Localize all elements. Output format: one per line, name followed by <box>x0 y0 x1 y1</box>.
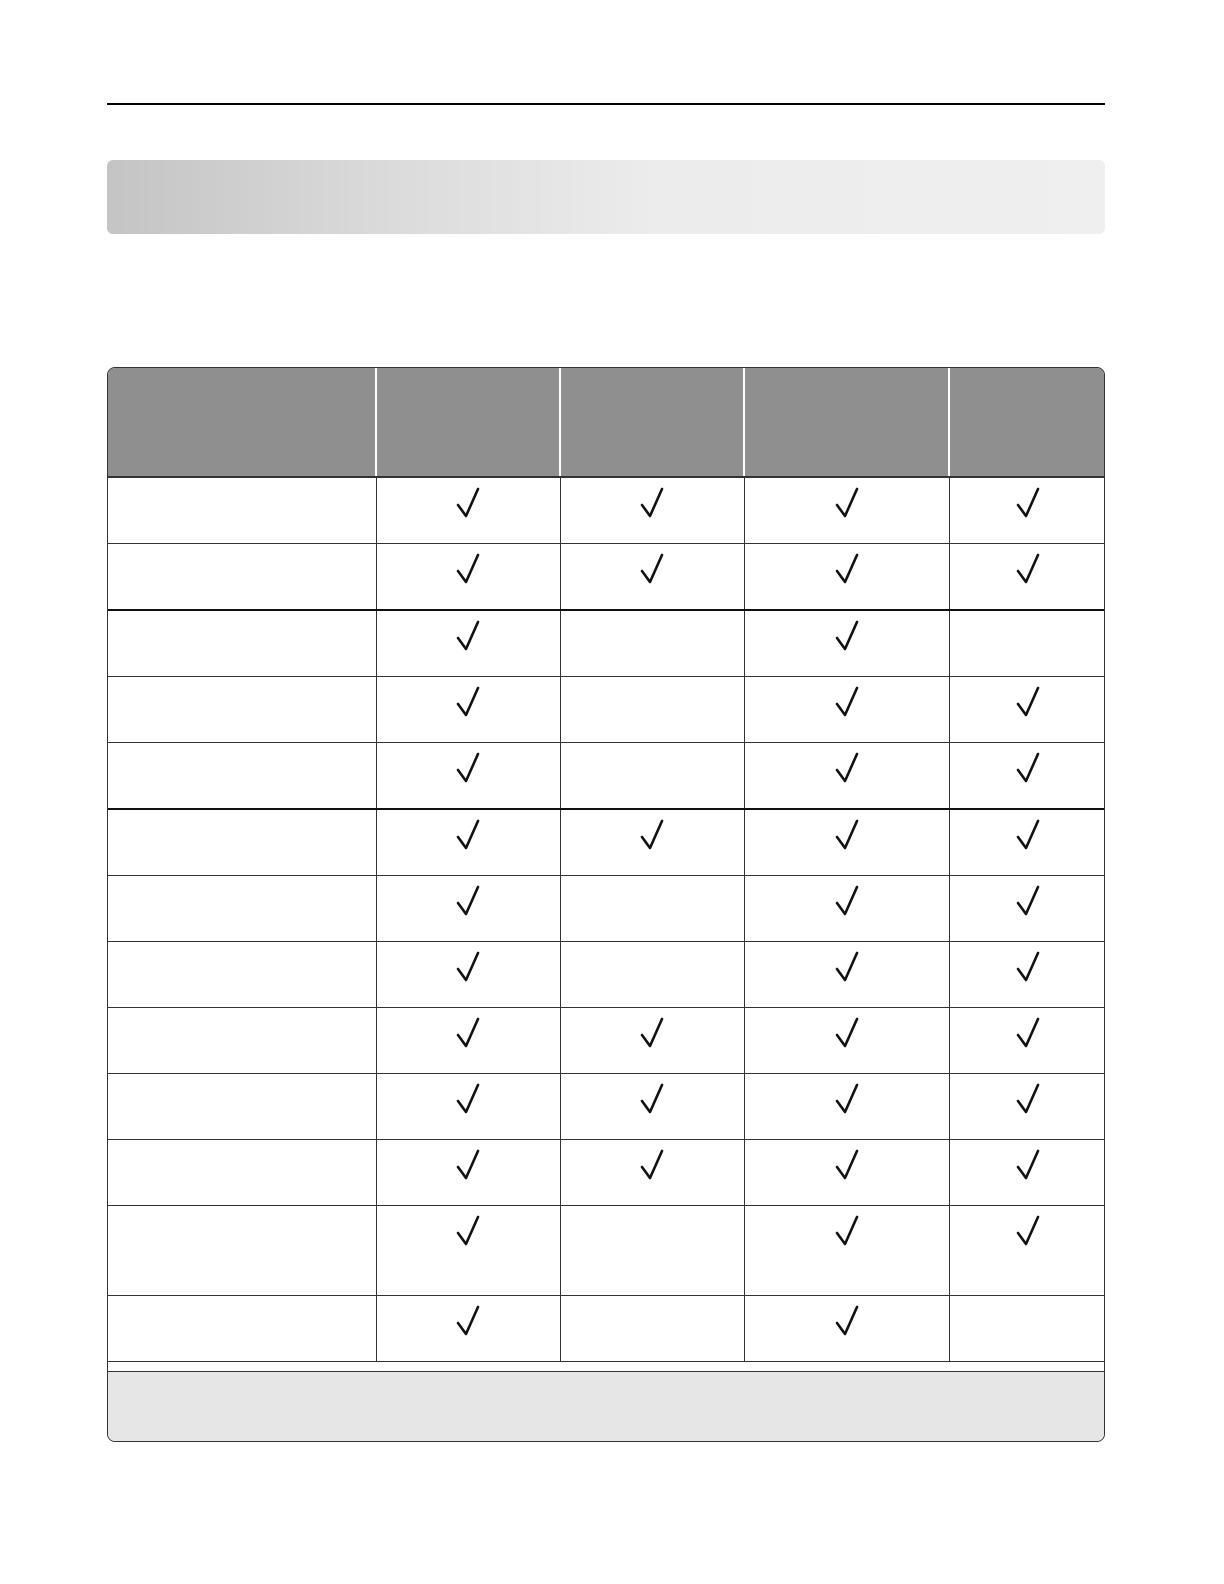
support-cell <box>744 876 949 942</box>
table-footnote <box>108 1371 1104 1441</box>
checkmark-icon <box>455 950 481 984</box>
support-table-grid <box>108 368 1105 1362</box>
row-label <box>108 610 376 677</box>
checkmark-icon <box>1015 1082 1041 1116</box>
support-cell <box>376 544 560 611</box>
support-cell <box>744 544 949 611</box>
checkmark-icon <box>639 1148 665 1182</box>
support-cell <box>744 1296 949 1362</box>
checkmark-icon <box>455 751 481 785</box>
support-cell <box>376 477 560 544</box>
checkmark-icon <box>1015 1016 1041 1050</box>
support-cell <box>744 610 949 677</box>
checkmark-icon <box>834 552 860 586</box>
support-cell <box>376 876 560 942</box>
checkmark-icon <box>1015 818 1041 852</box>
checkmark-icon <box>639 818 665 852</box>
checkmark-icon <box>1015 751 1041 785</box>
section-title-banner <box>107 160 1105 234</box>
checkmark-icon <box>455 1016 481 1050</box>
table-row <box>108 743 1105 810</box>
checkmark-icon <box>834 1304 860 1338</box>
checkmark-icon <box>455 1214 481 1248</box>
checkmark-icon <box>455 552 481 586</box>
table-header-cell <box>108 368 376 477</box>
table-row <box>108 876 1105 942</box>
row-label <box>108 876 376 942</box>
checkmark-icon <box>455 1082 481 1116</box>
table-row <box>108 477 1105 544</box>
row-label <box>108 677 376 743</box>
paper-support-table <box>107 367 1105 1442</box>
support-cell <box>376 942 560 1008</box>
support-cell <box>744 1206 949 1296</box>
row-label <box>108 743 376 810</box>
table-row <box>108 1296 1105 1362</box>
support-cell <box>744 743 949 810</box>
row-label <box>108 942 376 1008</box>
support-cell <box>949 544 1105 611</box>
checkmark-icon <box>1015 1214 1041 1248</box>
checkmark-icon <box>834 1082 860 1116</box>
checkmark-icon <box>834 884 860 918</box>
support-cell <box>376 1140 560 1206</box>
support-cell <box>560 743 744 810</box>
support-cell <box>744 1074 949 1140</box>
support-cell <box>560 677 744 743</box>
checkmark-icon <box>455 486 481 520</box>
row-label <box>108 544 376 611</box>
support-cell <box>949 610 1105 677</box>
row-label <box>108 1074 376 1140</box>
checkmark-icon <box>1015 950 1041 984</box>
table-row <box>108 677 1105 743</box>
support-cell <box>560 477 744 544</box>
checkmark-icon <box>455 818 481 852</box>
checkmark-icon <box>455 619 481 653</box>
support-cell <box>560 942 744 1008</box>
checkmark-icon <box>1015 1148 1041 1182</box>
support-cell <box>949 1296 1105 1362</box>
support-cell <box>744 677 949 743</box>
support-cell <box>744 942 949 1008</box>
support-cell <box>376 1074 560 1140</box>
checkmark-icon <box>639 1082 665 1116</box>
support-cell <box>949 677 1105 743</box>
support-cell <box>560 809 744 876</box>
table-header-cell <box>560 368 744 477</box>
support-cell <box>949 942 1105 1008</box>
checkmark-icon <box>834 1214 860 1248</box>
support-cell <box>949 1008 1105 1074</box>
checkmark-icon <box>1015 486 1041 520</box>
table-header-row <box>108 368 1105 477</box>
support-cell <box>744 1140 949 1206</box>
table-row <box>108 1206 1105 1296</box>
support-cell <box>949 809 1105 876</box>
table-row <box>108 942 1105 1008</box>
checkmark-icon <box>834 486 860 520</box>
support-cell <box>560 544 744 611</box>
table-header-cell <box>376 368 560 477</box>
checkmark-icon <box>455 884 481 918</box>
support-cell <box>560 1296 744 1362</box>
checkmark-icon <box>834 1016 860 1050</box>
table-header-cell <box>949 368 1105 477</box>
checkmark-icon <box>834 619 860 653</box>
checkmark-icon <box>834 751 860 785</box>
checkmark-icon <box>834 1148 860 1182</box>
table-row <box>108 1074 1105 1140</box>
checkmark-icon <box>834 818 860 852</box>
checkmark-icon <box>455 1304 481 1338</box>
support-cell <box>376 1206 560 1296</box>
support-cell <box>560 1008 744 1074</box>
table-row <box>108 809 1105 876</box>
support-cell <box>376 743 560 810</box>
support-cell <box>949 1206 1105 1296</box>
support-cell <box>376 1296 560 1362</box>
checkmark-icon <box>455 685 481 719</box>
support-cell <box>560 876 744 942</box>
checkmark-icon <box>639 486 665 520</box>
checkmark-icon <box>1015 552 1041 586</box>
checkmark-icon <box>834 685 860 719</box>
checkmark-icon <box>1015 685 1041 719</box>
support-cell <box>744 809 949 876</box>
checkmark-icon <box>639 1016 665 1050</box>
support-cell <box>949 743 1105 810</box>
table-row <box>108 544 1105 611</box>
support-cell <box>376 610 560 677</box>
support-cell <box>744 477 949 544</box>
support-cell <box>949 477 1105 544</box>
support-cell <box>560 610 744 677</box>
support-cell <box>949 1074 1105 1140</box>
support-cell <box>744 1008 949 1074</box>
support-cell <box>949 1140 1105 1206</box>
row-label <box>108 1296 376 1362</box>
checkmark-icon <box>1015 884 1041 918</box>
support-cell <box>560 1074 744 1140</box>
row-label <box>108 1206 376 1296</box>
header-rule <box>107 103 1105 105</box>
row-label <box>108 477 376 544</box>
table-row <box>108 610 1105 677</box>
support-cell <box>376 677 560 743</box>
checkmark-icon <box>639 552 665 586</box>
support-cell <box>560 1140 744 1206</box>
table-row <box>108 1140 1105 1206</box>
row-label <box>108 1140 376 1206</box>
row-label <box>108 809 376 876</box>
checkmark-icon <box>455 1148 481 1182</box>
support-cell <box>376 1008 560 1074</box>
table-header-cell <box>744 368 949 477</box>
support-cell <box>376 809 560 876</box>
support-cell <box>949 876 1105 942</box>
support-cell <box>560 1206 744 1296</box>
row-label <box>108 1008 376 1074</box>
table-row <box>108 1008 1105 1074</box>
checkmark-icon <box>834 950 860 984</box>
